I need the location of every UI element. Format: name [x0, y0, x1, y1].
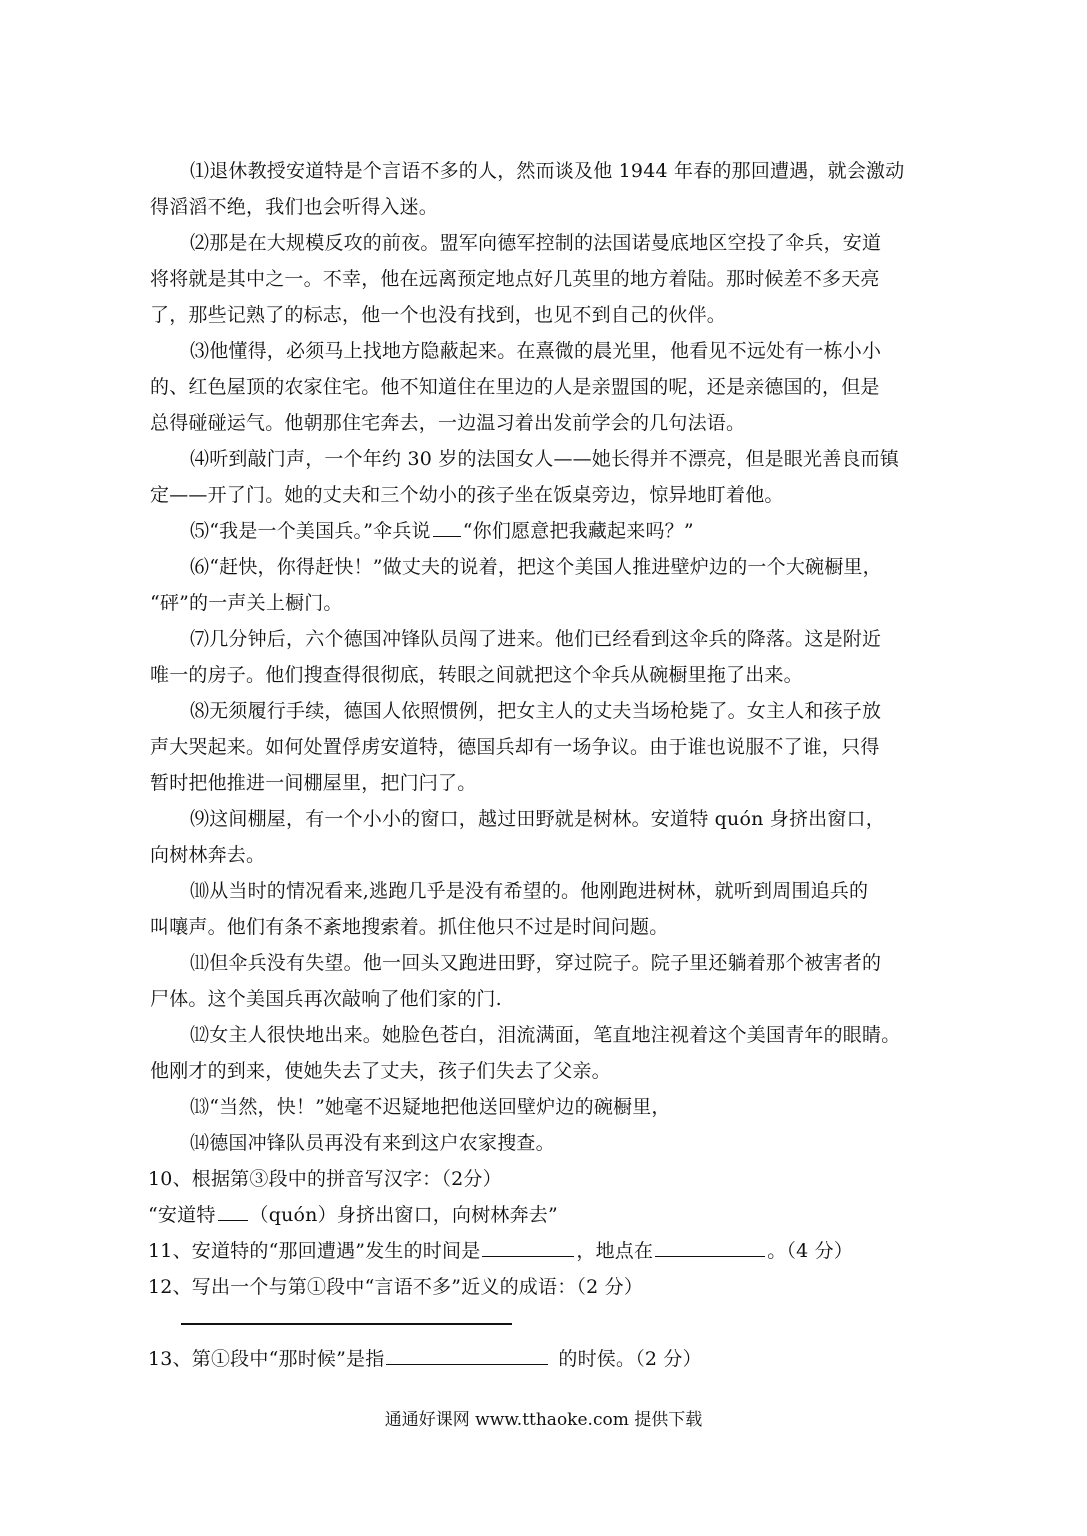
question-10: 10、根据第③段中的拼音写汉字：（2分） — [148, 1168, 502, 1190]
paragraph-8-line-1: ⑻无须履行手续，德国人依照惯例，把女主人的丈夫当场枪毙了。女主人和孩子放 — [190, 700, 882, 722]
paragraph-11-line-2: 尸体。这个美国兵再次敲响了他们家的门. — [150, 988, 502, 1010]
paragraph-14: ⒁德国冲锋队员再没有来到这户农家搜查。 — [190, 1132, 555, 1154]
question-10-sentence-end: （quón）身挤出窗口，向树林奔去” — [249, 1204, 558, 1226]
answer-blank-q11-place[interactable] — [655, 1238, 765, 1257]
question-13-text-b: 的时侯。（2 分） — [558, 1348, 702, 1370]
paragraph-13: ⒀“当然，快！”她毫不迟疑地把他送回壁炉边的碗橱里， — [190, 1096, 671, 1118]
paragraph-5 — [190, 518, 980, 544]
paragraph-2-line-2: 将将就是其中之一。不幸，他在远离预定地点好几英里的地方着陆。那时候差不多天亮 — [150, 268, 880, 290]
answer-line-q12[interactable] — [181, 1323, 512, 1325]
paragraph-10-line-1: ⑽从当时的情况看来,逃跑几乎是没有希望的。他刚跑进树林，就听到周围追兵的 — [190, 880, 869, 902]
punctuation-blank — [433, 518, 461, 537]
paragraph-2-line-1: ⑵那是在大规模反攻的前夜。盟军向德军控制的法国诺曼底地区空投了伞兵，安道 — [190, 232, 882, 254]
paragraph-8-line-2: 声大哭起来。如何处置俘虏安道特，德国兵却有一场争议。由于谁也说服不了谁，只得 — [150, 736, 880, 758]
question-11-text-a: 11、安道特的“那回遭遇”发生的时间是 — [148, 1240, 481, 1262]
question-11 — [148, 1238, 938, 1264]
question-12: 12、写出一个与第①段中“言语不多”近义的成语：（2 分） — [148, 1276, 644, 1298]
paragraph-6-line-2: “砰”的一声关上橱门。 — [150, 592, 343, 614]
paragraph-3-line-1: ⑶他懂得，必须马上找地方隐蔽起来。在熹微的晨光里，他看见不远处有一栋小小 — [190, 340, 882, 362]
question-11-text-c: 。（4 分） — [767, 1240, 854, 1262]
paragraph-11-line-1: ⑾但伞兵没有失望。他一回头又跑进田野，穿过院子。院子里还躺着那个被害者的 — [190, 952, 882, 974]
paragraph-2-line-3: 了，那些记熟了的标志，他一个也没有找到，也见不到自己的伙伴。 — [150, 304, 727, 326]
paragraph-1-line-2: 得滔滔不绝，我们也会听得入迷。 — [150, 196, 439, 218]
paragraph-1-line-1: ⑴退休教授安道特是个言语不多的人，然而谈及他 1944 年春的那回遭遇，就会激动 — [190, 160, 905, 182]
paragraph-10-line-2: 叫嚷声。他们有条不紊地搜索着。抓住他只不过是时间问题。 — [150, 916, 669, 938]
paragraph-4-line-2: 定——开了门。她的丈夫和三个幼小的孩子坐在饭桌旁边，惊异地盯着他。 — [150, 484, 784, 506]
paragraph-5-part-b: “你们愿意把我藏起来吗？” — [462, 520, 694, 542]
paragraph-4-line-1: ⑷听到敲门声，一个年约 30 岁的法国女人——她长得并不漂亮，但是眼光善良而镇 — [190, 448, 900, 470]
paragraph-3-line-2: 的、红色屋顶的农家住宅。他不知道住在里边的人是亲盟国的呢，还是亲德国的，但是 — [150, 376, 880, 398]
answer-blank-q11-time[interactable] — [482, 1238, 574, 1257]
paragraph-7-line-2: 唯一的房子。他们搜查得很彻底，转眼之间就把这个伞兵从碗橱里拖了出来。 — [150, 664, 803, 686]
paragraph-9-line-1: ⑼这间棚屋，有一个小小的窗口，越过田野就是树林。安道特 quón 身挤出窗口， — [190, 808, 885, 830]
paragraph-7-line-1: ⑺几分钟后，六个德国冲锋队员闯了进来。他们已经看到这伞兵的降落。这是附近 — [190, 628, 882, 650]
paragraph-6-line-1: ⑹“赶快，你得赶快！”做丈夫的说着，把这个美国人推进壁炉边的一个大碗橱里， — [190, 556, 882, 578]
question-13 — [148, 1346, 938, 1372]
paragraph-9-line-2: 向树林奔去。 — [150, 844, 266, 866]
answer-blank-q10[interactable] — [218, 1202, 248, 1221]
question-10-sentence — [148, 1202, 938, 1228]
question-10-sentence-start: “安道特 — [148, 1204, 216, 1226]
paragraph-12-line-1: ⑿女主人很快地出来。她脸色苍白，泪流满面，笔直地注视着这个美国青年的眼睛。 — [190, 1024, 901, 1046]
question-13-text-a: 13、第①段中“那时候”是指 — [148, 1348, 385, 1370]
page-footer: 通通好课网 www.tthaoke.com 提供下载 — [384, 1410, 703, 1430]
paragraph-5-part-a: ⑸“我是一个美国兵。”伞兵说 — [190, 520, 431, 542]
paragraph-3-line-3: 总得碰碰运气。他朝那住宅奔去，一边温习着出发前学会的几句法语。 — [150, 412, 746, 434]
answer-blank-q13[interactable] — [386, 1346, 548, 1365]
question-11-text-b: ，地点在 — [576, 1240, 654, 1262]
paragraph-8-line-3: 暂时把他推进一间棚屋里，把门闩了。 — [150, 772, 477, 794]
paragraph-12-line-2: 他刚才的到来，使她失去了丈夫，孩子们失去了父亲。 — [150, 1060, 611, 1082]
